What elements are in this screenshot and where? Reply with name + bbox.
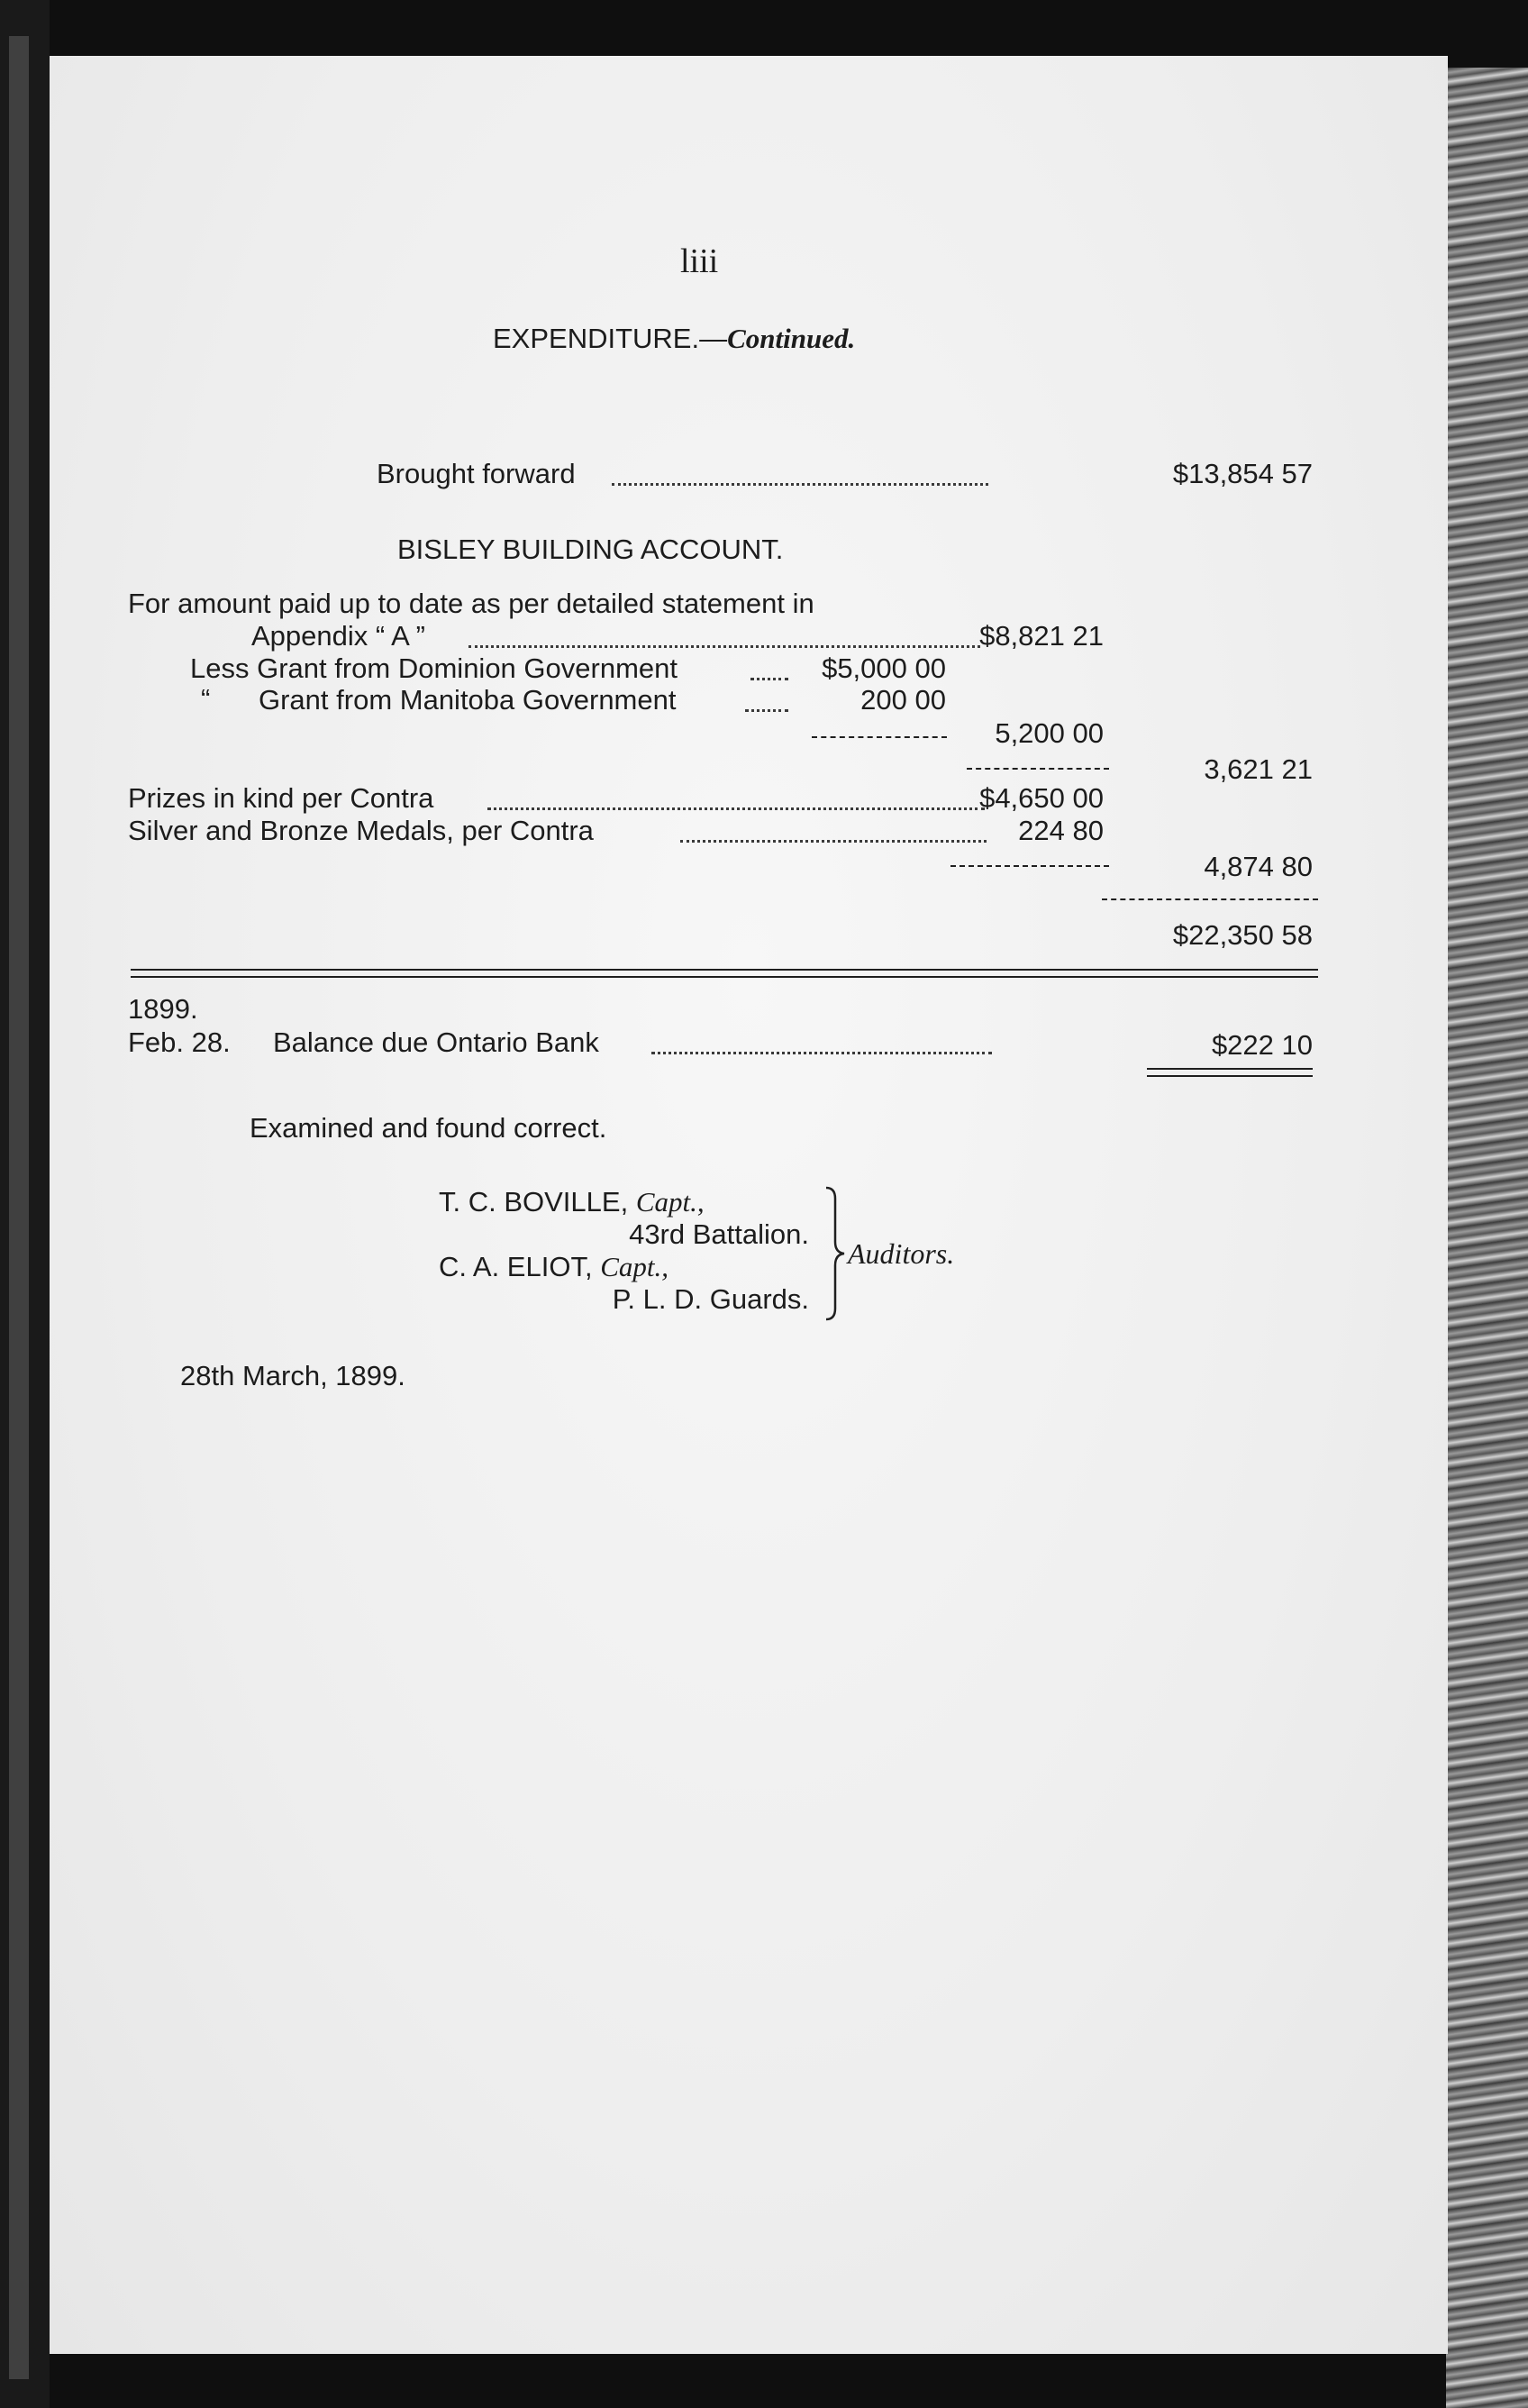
appendix-amount: $8,821 21 — [979, 620, 1104, 652]
bisley-line1: For amount paid up to date as per detailed statement in — [128, 588, 814, 619]
balance-amount: $222 10 — [1211, 1029, 1313, 1061]
brought-forward-label: Brought forward — [377, 458, 576, 489]
manitoba-grant-amount: 200 00 — [860, 684, 946, 716]
leader-dots — [750, 678, 788, 680]
balance-label: Balance due Ontario Bank — [273, 1026, 599, 1058]
subtotal-rule — [812, 736, 947, 738]
balance-date: Feb. 28. — [128, 1026, 231, 1058]
auditors-brace — [824, 1186, 846, 1321]
bisley-title: BISLEY BUILDING ACCOUNT. — [397, 534, 784, 565]
document-page — [50, 56, 1448, 2354]
leader-dots — [651, 1052, 992, 1054]
medals-label: Silver and Bronze Medals, per Contra — [128, 815, 594, 846]
heading-main: EXPENDITURE.— — [493, 323, 728, 354]
auditor-2-name — [439, 1251, 668, 1283]
scan-left-edge — [0, 0, 50, 2408]
date-signed: 28th March, 1899. — [180, 1360, 405, 1391]
auditors-label: Auditors. — [848, 1237, 955, 1270]
bisley-net-amount: 3,621 21 — [1204, 753, 1313, 785]
auditor-2-rank: Capt., — [600, 1251, 668, 1282]
grants-total: 5,200 00 — [995, 717, 1104, 749]
manitoba-grant-label: Grant from Manitoba Government — [259, 684, 677, 716]
medals-total: 4,874 80 — [1204, 851, 1313, 882]
heading-continued: Continued. — [727, 323, 856, 354]
auditor-2-unit: P. L. D. Guards. — [612, 1283, 809, 1315]
leader-dots — [680, 840, 987, 843]
dominion-grant-label: Less Grant from Dominion Government — [190, 652, 678, 684]
section-double-rule — [131, 969, 1318, 971]
page-number: liii — [680, 242, 719, 280]
subtotal-rule — [967, 768, 1109, 770]
leader-dots — [745, 709, 788, 712]
marbled-book-edge — [1446, 68, 1528, 2408]
subtotal-rule — [950, 865, 1109, 867]
section-heading — [493, 323, 855, 355]
auditor-1-name-text: T. C. BOVILLE, — [439, 1186, 629, 1218]
prizes-amount: $4,650 00 — [979, 782, 1104, 814]
balance-year: 1899. — [128, 993, 198, 1025]
dominion-grant-amount: $5,000 00 — [822, 652, 946, 684]
auditor-1-rank: Capt., — [635, 1186, 705, 1218]
total-rule — [1102, 898, 1318, 900]
section-double-rule — [131, 976, 1318, 978]
brought-forward-amount: $13,854 57 — [1172, 458, 1313, 489]
leader-dots — [612, 483, 988, 486]
examined-statement: Examined and found correct. — [250, 1112, 607, 1144]
prizes-label: Prizes in kind per Contra — [128, 782, 434, 814]
leader-dots — [468, 645, 980, 648]
leader-dots — [487, 807, 985, 810]
grand-total: $22,350 58 — [1172, 919, 1313, 951]
medals-amount: 224 80 — [1018, 815, 1104, 846]
auditor-1-unit: 43rd Battalion. — [629, 1218, 809, 1250]
balance-double-rule — [1147, 1075, 1313, 1077]
auditor-1-name — [439, 1186, 705, 1218]
ditto-mark: “ — [201, 683, 211, 715]
balance-double-rule — [1147, 1068, 1313, 1070]
auditor-2-name-text: C. A. ELIOT, — [439, 1251, 593, 1282]
appendix-label: Appendix “ A ” — [251, 620, 426, 652]
